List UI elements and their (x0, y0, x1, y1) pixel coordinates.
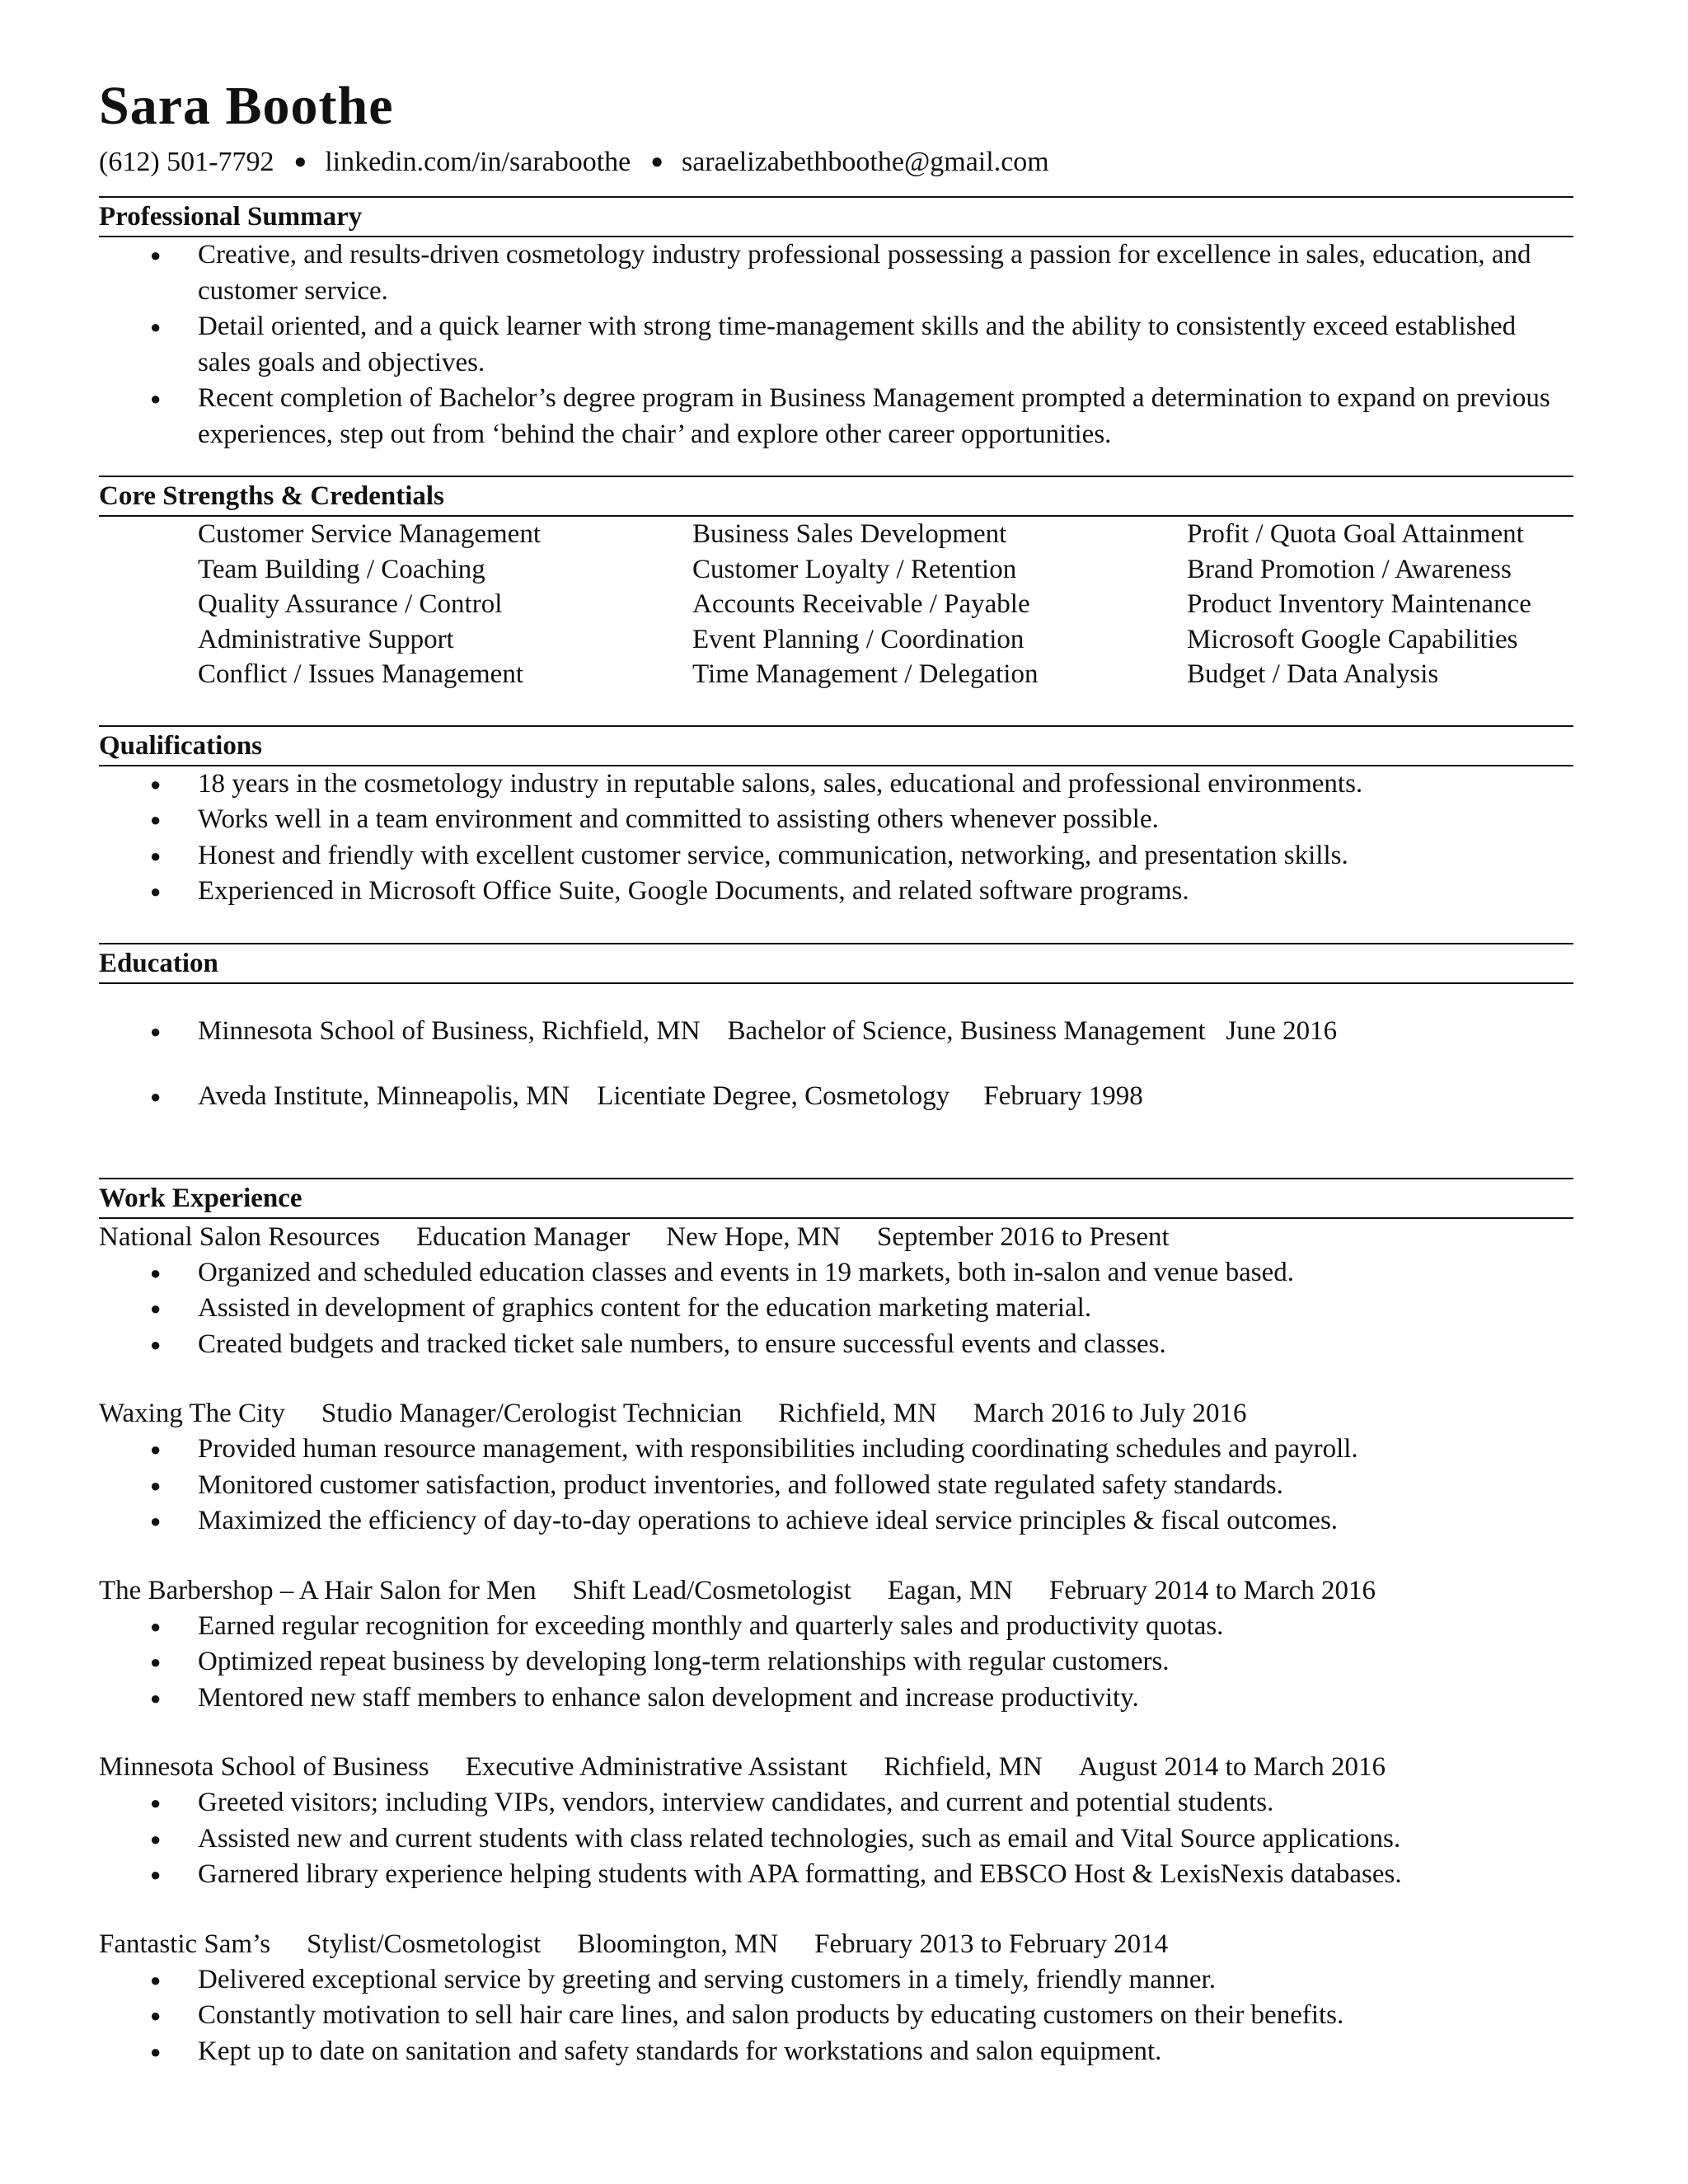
education-list (99, 984, 1573, 1145)
job-company: Fantastic Sam’s (99, 1929, 271, 1959)
contact-line (99, 148, 1573, 176)
job-company: The Barbershop – A Hair Salon for Men (99, 1575, 537, 1605)
job-role: Studio Manager/Cerologist Technician (321, 1399, 743, 1428)
list-item: ● Maximized the efficiency of day-to-day operations to achieve ideal service principles & fiscal outcomes. (99, 1503, 1573, 1540)
strength-item: Accounts Receivable / Payable (692, 589, 1030, 619)
phone-number: (612) 501-7792 (99, 147, 274, 177)
strength-item: Customer Service Management (198, 519, 542, 549)
job-location: Eagan, MN (887, 1575, 1014, 1605)
strength-item: Product Inventory Maintenance (1187, 589, 1531, 619)
section-heading: Core Strengths & Credentials (99, 476, 1573, 517)
job-role: Education Manager (415, 1221, 631, 1252)
section-heading: Work Experience (99, 1178, 1573, 1219)
job-company: National Salon Resources (99, 1221, 380, 1252)
list-item: ● Experienced in Microsoft Office Suite, Google Documents, and related software programs. (99, 874, 1573, 910)
linkedin-url: linkedin.com/in/saraboothe (325, 147, 631, 177)
section-heading: Qualifications (99, 725, 1573, 766)
list-item: ● Creative, and results-driven cosmetology industry professional possessing a passion for excellence in sales, education, and customer service. (99, 237, 1573, 309)
list-item: ● Honest and friendly with excellent customer service, communication, networking, and presentation skills. (99, 838, 1573, 874)
list-item: ● Mentored new staff members to enhance salon development and increase productivity. (99, 1680, 1573, 1717)
list-item: ● Organized and scheduled education classes and events in 19 markets, both in-salon and venue based. (99, 1255, 1573, 1291)
list-item: ● Kept up to date on sanitation and safety standards for workstations and salon equipment. (99, 2034, 1573, 2070)
job-location: Richfield, MN (884, 1752, 1043, 1782)
section-heading: Professional Summary (99, 196, 1573, 237)
list-item: ● Minnesota School of Business, Richfield, MN Bachelor of Science, Business Management June 2016 (99, 1014, 1573, 1050)
job-company: Minnesota School of Business (99, 1752, 429, 1782)
resume-page (99, 76, 1573, 2069)
list-item: ● Provided human resource management, with responsibilities including coordinating schedules and payroll. (99, 1432, 1573, 1468)
strength-item: Microsoft Google Capabilities (1187, 624, 1518, 654)
job-header (99, 1926, 1573, 1962)
bullet-separator-icon: ● (293, 149, 307, 173)
job-role: Shift Lead/Cosmetologist (572, 1575, 851, 1605)
list-item: ● Greeted visitors; including VIPs, vendors, interview candidates, and current and potential students. (99, 1785, 1573, 1821)
job-header (99, 1572, 1573, 1609)
list-item: ● Optimized repeat business by developing long-term relationships with regular customers. (99, 1644, 1573, 1680)
email-address: saraelizabethboothe@gmail.com (681, 147, 1049, 177)
job-company: Waxing The City (99, 1399, 285, 1428)
core-strengths-section (99, 476, 1573, 692)
list-item: ● Recent completion of Bachelor’s degree program in Business Management prompted a determination to expand on previous experiences, step out from ‘behind the chair’ and explore other career opportunities. (99, 381, 1573, 452)
job-header (99, 1395, 1573, 1432)
work-experience-section (99, 1178, 1573, 2070)
summary-list (99, 237, 1573, 452)
job-dates: February 2014 to March 2016 (1049, 1575, 1376, 1605)
strength-item: Time Management / Delegation (692, 659, 1039, 689)
job-role: Executive Administrative Assistant (465, 1752, 848, 1782)
job-duties (99, 1609, 1573, 1717)
strength-item: Budget / Data Analysis (1187, 659, 1439, 689)
list-item: ● Assisted new and current students with class related technologies, such as email and Vital Source applications. (99, 1821, 1573, 1858)
strength-item: Brand Promotion / Awareness (1187, 554, 1512, 584)
job-duties (99, 1962, 1573, 2070)
job-dates: March 2016 to July 2016 (973, 1399, 1247, 1428)
list-item: ● Detail oriented, and a quick learner with strong time-management skills and the ability to consistently exceed established sales goals and objectives. (99, 309, 1573, 381)
job-location: New Hope, MN (666, 1221, 841, 1252)
job-duties (99, 1785, 1573, 1893)
job-entry (99, 1572, 1573, 1717)
list-item: ● Delivered exceptional service by greeting and serving customers in a timely, friendly manner. (99, 1962, 1573, 1999)
job-entry (99, 1219, 1573, 1363)
list-item: ● Monitored customer satisfaction, product inventories, and followed state regulated safety standards. (99, 1468, 1573, 1504)
job-role: Stylist/Cosmetologist (307, 1929, 542, 1959)
bullet-separator-icon: ● (650, 149, 663, 173)
job-location: Bloomington, MN (577, 1929, 779, 1959)
job-dates: September 2016 to Present (876, 1221, 1170, 1252)
list-item: ● Garnered library experience helping students with APA formatting, and EBSCO Host & LexisNexis databases. (99, 1857, 1573, 1893)
strength-item: Customer Loyalty / Retention (692, 554, 1017, 584)
job-duties (99, 1432, 1573, 1540)
section-heading: Education (99, 943, 1573, 984)
list-item: ● Earned regular recognition for exceeding monthly and quarterly sales and productivity quotas. (99, 1609, 1573, 1645)
candidate-name: Sara Boothe (99, 76, 394, 136)
job-dates: August 2014 to March 2016 (1078, 1752, 1386, 1782)
strength-item: Quality Assurance / Control (198, 589, 503, 619)
job-header (99, 1219, 1573, 1255)
strength-item: Profit / Quota Goal Attainment (1187, 519, 1524, 549)
job-entry (99, 1926, 1573, 2070)
job-entry (99, 1749, 1573, 1893)
professional-summary-section (99, 196, 1573, 452)
strength-item: Conflict / Issues Management (198, 659, 524, 689)
list-item: ● Assisted in development of graphics content for the education marketing material. (99, 1291, 1573, 1327)
job-header (99, 1749, 1573, 1785)
job-dates: February 2013 to February 2014 (814, 1929, 1169, 1959)
qualifications-section (99, 725, 1573, 910)
strength-item: Business Sales Development (692, 519, 1007, 549)
strength-item: Team Building / Coaching (198, 554, 485, 584)
list-item: ● Constantly motivation to sell hair care lines, and salon products by educating customers on their benefits. (99, 1998, 1573, 2034)
strength-item: Event Planning / Coordination (692, 624, 1025, 654)
list-item: ● Works well in a team environment and committed to assisting others whenever possible. (99, 802, 1573, 838)
education-section (99, 943, 1573, 1145)
list-item: ● Aveda Institute, Minneapolis, MN Licentiate Degree, Cosmetology February 1998 (99, 1079, 1573, 1115)
job-location: Richfield, MN (778, 1399, 937, 1428)
strength-item: Administrative Support (198, 624, 454, 654)
job-duties (99, 1255, 1573, 1363)
list-item: ● Created budgets and tracked ticket sale numbers, to ensure successful events and classes. (99, 1327, 1573, 1363)
qualifications-list (99, 766, 1573, 910)
strengths-grid (99, 517, 1573, 692)
list-item: ● 18 years in the cosmetology industry in reputable salons, sales, educational and professional environments. (99, 766, 1573, 803)
job-entry (99, 1395, 1573, 1540)
